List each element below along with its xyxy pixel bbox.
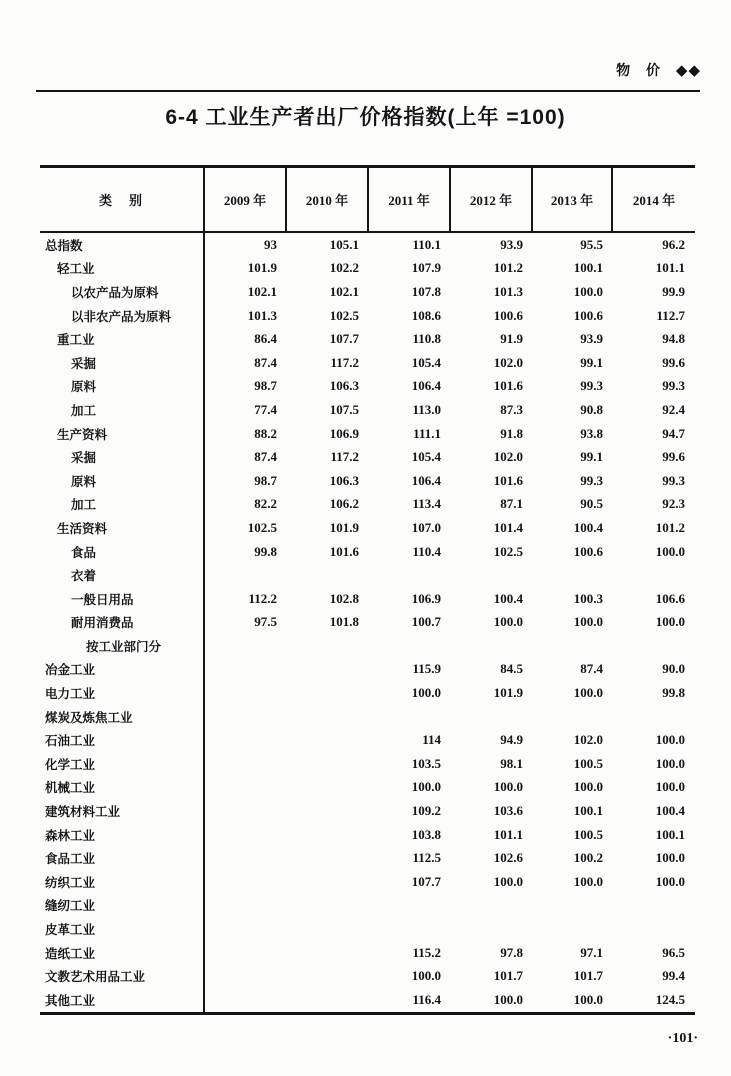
row-value-2011 <box>369 705 451 729</box>
row-value-2009 <box>205 728 287 752</box>
row-label: 食品工业 <box>40 846 205 870</box>
row-value-2011: 108.6 <box>411 307 441 323</box>
row-value-2009: 87.4 <box>254 449 277 465</box>
row-value-2014: 94.7 <box>662 425 685 441</box>
table-row <box>40 728 695 752</box>
row-value-2012 <box>451 917 533 941</box>
row-value-2011: 113.0 <box>412 401 441 417</box>
row-label: 冶金工业 <box>40 658 205 682</box>
table-row <box>40 799 695 823</box>
row-value-2009: 87.4 <box>254 354 277 370</box>
row-value-2012: 100.0 <box>493 873 523 889</box>
table-row <box>40 776 695 800</box>
row-value-2010 <box>287 917 369 941</box>
table-row <box>40 280 695 304</box>
row-label: 皮革工业 <box>40 917 205 941</box>
row-value-2014: 101.1 <box>655 260 685 276</box>
table-row <box>40 398 695 422</box>
row-value-2009 <box>205 705 287 729</box>
row-value-2012: 98.1 <box>500 755 523 771</box>
row-value-2011: 109.2 <box>411 803 441 819</box>
row-value-2009: 101.3 <box>247 307 277 323</box>
row-value-2014: 100.0 <box>655 543 685 559</box>
row-value-2011: 107.0 <box>411 519 441 535</box>
row-value-2013: 100.5 <box>573 826 603 842</box>
column-header-2013: 2013 年 <box>533 168 613 231</box>
table-row <box>40 445 695 469</box>
table-row <box>40 611 695 635</box>
row-value-2010 <box>287 705 369 729</box>
row-value-2010: 102.5 <box>329 307 359 323</box>
row-value-2011: 107.9 <box>411 260 441 276</box>
row-value-2012: 101.7 <box>493 968 523 984</box>
row-label: 衣着 <box>40 563 205 587</box>
row-label: 石油工业 <box>40 728 205 752</box>
row-value-2012: 101.1 <box>493 826 523 842</box>
row-value-2010 <box>287 728 369 752</box>
row-value-2014: 92.3 <box>662 496 685 512</box>
row-value-2010: 106.3 <box>329 378 359 394</box>
row-value-2009: 112.2 <box>248 590 277 606</box>
row-value-2011: 100.0 <box>411 685 441 701</box>
column-header-category: 类 别 <box>40 168 205 231</box>
table-row <box>40 469 695 493</box>
page-number: ·101· <box>667 1031 698 1046</box>
column-header-2010: 2010 年 <box>287 168 369 231</box>
row-label: 加工 <box>40 398 205 422</box>
table-row <box>40 658 695 682</box>
row-value-2014: 100.4 <box>655 803 685 819</box>
row-value-2012: 103.6 <box>493 803 523 819</box>
row-value-2014: 99.3 <box>662 378 685 394</box>
row-value-2013: 99.1 <box>580 354 603 370</box>
row-label: 煤炭及炼焦工业 <box>40 705 205 729</box>
row-value-2013: 99.3 <box>580 378 603 394</box>
row-value-2012: 87.1 <box>500 496 523 512</box>
table-row <box>40 705 695 729</box>
table-row <box>40 894 695 918</box>
row-value-2011 <box>369 917 451 941</box>
row-value-2013: 93.9 <box>580 331 603 347</box>
header-rule <box>36 90 700 92</box>
diamond-icons: ◆◆ <box>675 61 701 79</box>
row-value-2014 <box>613 563 695 587</box>
row-value-2013 <box>533 917 613 941</box>
table-row <box>40 422 695 446</box>
row-value-2012: 101.9 <box>493 685 523 701</box>
page-title: 6-4 工业生产者出厂价格指数(上年 =100) <box>165 106 566 129</box>
row-value-2014: 100.0 <box>655 850 685 866</box>
row-value-2013: 100.3 <box>573 590 603 606</box>
row-label: 原料 <box>40 375 205 399</box>
row-value-2012: 102.0 <box>493 354 523 370</box>
row-value-2011: 106.4 <box>411 472 441 488</box>
row-value-2013: 100.6 <box>573 307 603 323</box>
row-value-2009: 82.2 <box>254 496 277 512</box>
row-value-2009: 77.4 <box>254 401 277 417</box>
row-value-2009 <box>205 846 287 870</box>
row-value-2010: 105.1 <box>329 236 359 252</box>
row-value-2014: 99.9 <box>662 283 685 299</box>
row-value-2010 <box>287 941 369 965</box>
row-value-2012: 84.5 <box>500 661 523 677</box>
row-value-2012: 101.6 <box>493 472 523 488</box>
row-value-2014: 100.0 <box>655 779 685 795</box>
row-value-2011: 100.0 <box>411 779 441 795</box>
table-row <box>40 375 695 399</box>
row-value-2010 <box>287 964 369 988</box>
row-value-2012: 102.5 <box>493 543 523 559</box>
row-value-2014 <box>613 705 695 729</box>
row-value-2013: 90.8 <box>580 401 603 417</box>
row-value-2010: 101.9 <box>329 519 359 535</box>
row-label: 电力工业 <box>40 681 205 705</box>
row-value-2011: 110.1 <box>412 236 441 252</box>
row-value-2013 <box>533 634 613 658</box>
row-value-2010: 107.7 <box>329 331 359 347</box>
row-label: 一般日用品 <box>40 587 205 611</box>
row-value-2012: 94.9 <box>500 732 523 748</box>
row-value-2012: 100.4 <box>493 590 523 606</box>
row-value-2011: 114 <box>422 732 441 748</box>
row-value-2013: 100.5 <box>573 755 603 771</box>
table-row <box>40 233 695 257</box>
row-value-2010: 101.8 <box>329 614 359 630</box>
row-value-2009 <box>205 941 287 965</box>
row-value-2013 <box>533 705 613 729</box>
row-value-2014: 99.4 <box>662 968 685 984</box>
row-label: 按工业部门分 <box>40 634 205 658</box>
row-label: 以非农产品为原料 <box>40 304 205 328</box>
row-value-2012: 100.0 <box>493 779 523 795</box>
row-label: 采掘 <box>40 445 205 469</box>
row-value-2013: 93.8 <box>580 425 603 441</box>
row-value-2012 <box>451 563 533 587</box>
row-label: 采掘 <box>40 351 205 375</box>
row-value-2009 <box>205 988 287 1012</box>
row-value-2010: 106.3 <box>329 472 359 488</box>
row-value-2013: 100.0 <box>573 685 603 701</box>
row-value-2009 <box>205 634 287 658</box>
row-value-2013: 100.6 <box>573 543 603 559</box>
row-value-2013 <box>533 894 613 918</box>
row-label: 耐用消费品 <box>40 611 205 635</box>
row-value-2012: 97.8 <box>500 944 523 960</box>
row-label: 文教艺术用品工业 <box>40 964 205 988</box>
table-row <box>40 964 695 988</box>
row-value-2010: 102.2 <box>329 260 359 276</box>
row-value-2014: 100.0 <box>655 614 685 630</box>
row-value-2009 <box>205 681 287 705</box>
table-row <box>40 941 695 965</box>
row-value-2011: 106.9 <box>411 590 441 606</box>
row-value-2014: 106.6 <box>655 590 685 606</box>
column-header-2009: 2009 年 <box>205 168 287 231</box>
row-value-2010: 107.5 <box>329 401 359 417</box>
row-value-2011: 103.8 <box>411 826 441 842</box>
column-header-2012: 2012 年 <box>451 168 533 231</box>
row-value-2012: 101.6 <box>493 378 523 394</box>
row-value-2012: 91.9 <box>500 331 523 347</box>
row-label: 化学工业 <box>40 752 205 776</box>
row-value-2011: 105.4 <box>411 354 441 370</box>
row-value-2014: 99.3 <box>662 472 685 488</box>
row-value-2011: 100.7 <box>411 614 441 630</box>
row-value-2011: 107.8 <box>411 283 441 299</box>
row-value-2014: 100.0 <box>655 732 685 748</box>
row-value-2009: 99.8 <box>254 543 277 559</box>
row-value-2014 <box>613 634 695 658</box>
table-row <box>40 846 695 870</box>
row-value-2009 <box>205 823 287 847</box>
row-value-2009 <box>205 752 287 776</box>
row-value-2011: 106.4 <box>411 378 441 394</box>
row-value-2014: 112.7 <box>656 307 685 323</box>
row-value-2011: 112.5 <box>412 850 441 866</box>
row-value-2014: 92.4 <box>662 401 685 417</box>
row-value-2013: 90.5 <box>580 496 603 512</box>
row-label: 造纸工业 <box>40 941 205 965</box>
row-value-2009: 101.9 <box>247 260 277 276</box>
row-value-2012: 101.2 <box>493 260 523 276</box>
row-label: 机械工业 <box>40 776 205 800</box>
table-row <box>40 351 695 375</box>
row-label: 总指数 <box>40 233 205 257</box>
row-value-2014 <box>613 917 695 941</box>
row-value-2012: 101.3 <box>493 283 523 299</box>
table-row <box>40 516 695 540</box>
row-value-2013: 102.0 <box>573 732 603 748</box>
row-value-2011: 110.4 <box>412 543 441 559</box>
row-value-2012: 100.0 <box>493 991 523 1007</box>
row-value-2013: 100.2 <box>573 850 603 866</box>
row-value-2010 <box>287 776 369 800</box>
row-value-2014: 100.1 <box>655 826 685 842</box>
row-label: 加工 <box>40 493 205 517</box>
row-value-2014: 99.6 <box>662 354 685 370</box>
table-row <box>40 917 695 941</box>
row-value-2014: 96.2 <box>662 236 685 252</box>
row-value-2011: 115.9 <box>412 661 441 677</box>
row-value-2012: 100.6 <box>493 307 523 323</box>
row-label: 生活资料 <box>40 516 205 540</box>
table-row <box>40 493 695 517</box>
row-value-2009 <box>205 917 287 941</box>
row-value-2013: 100.1 <box>573 803 603 819</box>
row-value-2009: 93 <box>264 236 277 252</box>
row-value-2014: 96.5 <box>662 944 685 960</box>
row-label: 轻工业 <box>40 257 205 281</box>
row-value-2013: 100.0 <box>573 991 603 1007</box>
row-value-2010: 106.9 <box>329 425 359 441</box>
row-value-2011: 110.8 <box>412 331 441 347</box>
row-value-2011: 113.4 <box>412 496 441 512</box>
row-value-2009: 102.5 <box>247 519 277 535</box>
row-value-2009 <box>205 658 287 682</box>
table-row <box>40 752 695 776</box>
table-row <box>40 634 695 658</box>
row-value-2009: 102.1 <box>247 283 277 299</box>
row-label: 以农产品为原料 <box>40 280 205 304</box>
row-label: 缝纫工业 <box>40 894 205 918</box>
row-value-2014: 101.2 <box>655 519 685 535</box>
row-value-2013: 100.0 <box>573 614 603 630</box>
row-label: 纺织工业 <box>40 870 205 894</box>
row-value-2010: 102.1 <box>329 283 359 299</box>
row-value-2012: 102.6 <box>493 850 523 866</box>
row-value-2010: 102.8 <box>329 590 359 606</box>
row-value-2014: 124.5 <box>655 991 685 1007</box>
table-row <box>40 327 695 351</box>
row-value-2013: 100.0 <box>573 283 603 299</box>
row-value-2010 <box>287 752 369 776</box>
row-label: 建筑材料工业 <box>40 799 205 823</box>
row-value-2009 <box>205 964 287 988</box>
row-value-2010 <box>287 846 369 870</box>
table-row <box>40 870 695 894</box>
row-value-2012: 93.9 <box>500 236 523 252</box>
table-body <box>40 233 695 1015</box>
row-value-2013: 100.1 <box>573 260 603 276</box>
row-value-2013: 87.4 <box>580 661 603 677</box>
row-value-2010 <box>287 634 369 658</box>
row-value-2013: 100.4 <box>573 519 603 535</box>
price-index-table <box>40 165 695 1015</box>
row-value-2014: 100.0 <box>655 755 685 771</box>
table-row <box>40 257 695 281</box>
row-value-2009: 88.2 <box>254 425 277 441</box>
row-value-2010: 117.2 <box>330 449 359 465</box>
row-value-2012: 87.3 <box>500 401 523 417</box>
column-header-2014: 2014 年 <box>632 193 676 208</box>
row-label: 其他工业 <box>40 988 205 1012</box>
row-label: 生产资料 <box>40 422 205 446</box>
row-value-2013: 99.3 <box>580 472 603 488</box>
row-value-2013: 97.1 <box>580 944 603 960</box>
row-value-2013 <box>533 563 613 587</box>
row-value-2012 <box>451 705 533 729</box>
row-value-2012 <box>451 894 533 918</box>
row-value-2012: 91.8 <box>500 425 523 441</box>
row-value-2012: 100.0 <box>493 614 523 630</box>
row-value-2013: 100.0 <box>573 779 603 795</box>
row-value-2009 <box>205 870 287 894</box>
row-value-2009: 98.7 <box>254 378 277 394</box>
row-value-2011: 107.7 <box>411 873 441 889</box>
row-value-2010 <box>287 988 369 1012</box>
row-value-2009 <box>205 776 287 800</box>
row-value-2011: 105.4 <box>411 449 441 465</box>
row-value-2013: 101.7 <box>573 968 603 984</box>
row-value-2011 <box>369 634 451 658</box>
row-value-2011: 116.4 <box>412 991 441 1007</box>
row-value-2011 <box>369 563 451 587</box>
row-value-2010: 106.2 <box>329 496 359 512</box>
table-header-row <box>40 165 695 233</box>
row-value-2013: 100.0 <box>573 873 603 889</box>
row-value-2014: 99.8 <box>662 685 685 701</box>
row-value-2010: 101.6 <box>329 543 359 559</box>
table-row <box>40 540 695 564</box>
table-row <box>40 988 695 1012</box>
page-header <box>616 60 701 80</box>
row-value-2014: 99.6 <box>662 449 685 465</box>
table-row <box>40 587 695 611</box>
row-value-2011: 100.0 <box>411 968 441 984</box>
row-value-2013: 95.5 <box>580 236 603 252</box>
table-row <box>40 304 695 328</box>
table-row <box>40 681 695 705</box>
row-value-2010 <box>287 658 369 682</box>
row-value-2011: 103.5 <box>411 755 441 771</box>
table-row <box>40 563 695 587</box>
row-value-2009 <box>205 563 287 587</box>
row-value-2010 <box>287 870 369 894</box>
row-value-2010 <box>287 563 369 587</box>
row-label: 食品 <box>40 540 205 564</box>
row-label: 森林工业 <box>40 823 205 847</box>
table-row <box>40 823 695 847</box>
row-value-2009 <box>205 799 287 823</box>
row-value-2012: 102.0 <box>493 449 523 465</box>
row-value-2011 <box>369 894 451 918</box>
row-value-2010 <box>287 894 369 918</box>
column-header-2011: 2011 年 <box>369 168 451 231</box>
row-value-2009: 97.5 <box>254 614 277 630</box>
row-value-2010 <box>287 681 369 705</box>
row-value-2009: 98.7 <box>254 472 277 488</box>
row-value-2011: 111.1 <box>413 425 441 441</box>
row-value-2012 <box>451 634 533 658</box>
row-value-2011: 115.2 <box>412 944 441 960</box>
section-label: 物 价 <box>616 62 667 78</box>
row-label: 原料 <box>40 469 205 493</box>
row-value-2009: 86.4 <box>254 331 277 347</box>
row-value-2010 <box>287 823 369 847</box>
row-value-2014: 90.0 <box>662 661 685 677</box>
row-label: 重工业 <box>40 327 205 351</box>
row-value-2013: 99.1 <box>580 449 603 465</box>
row-value-2012: 101.4 <box>493 519 523 535</box>
row-value-2014: 100.0 <box>655 873 685 889</box>
row-value-2014: 94.8 <box>662 331 685 347</box>
row-value-2009 <box>205 894 287 918</box>
row-value-2010 <box>287 799 369 823</box>
row-value-2014 <box>613 894 695 918</box>
row-value-2010: 117.2 <box>330 354 359 370</box>
